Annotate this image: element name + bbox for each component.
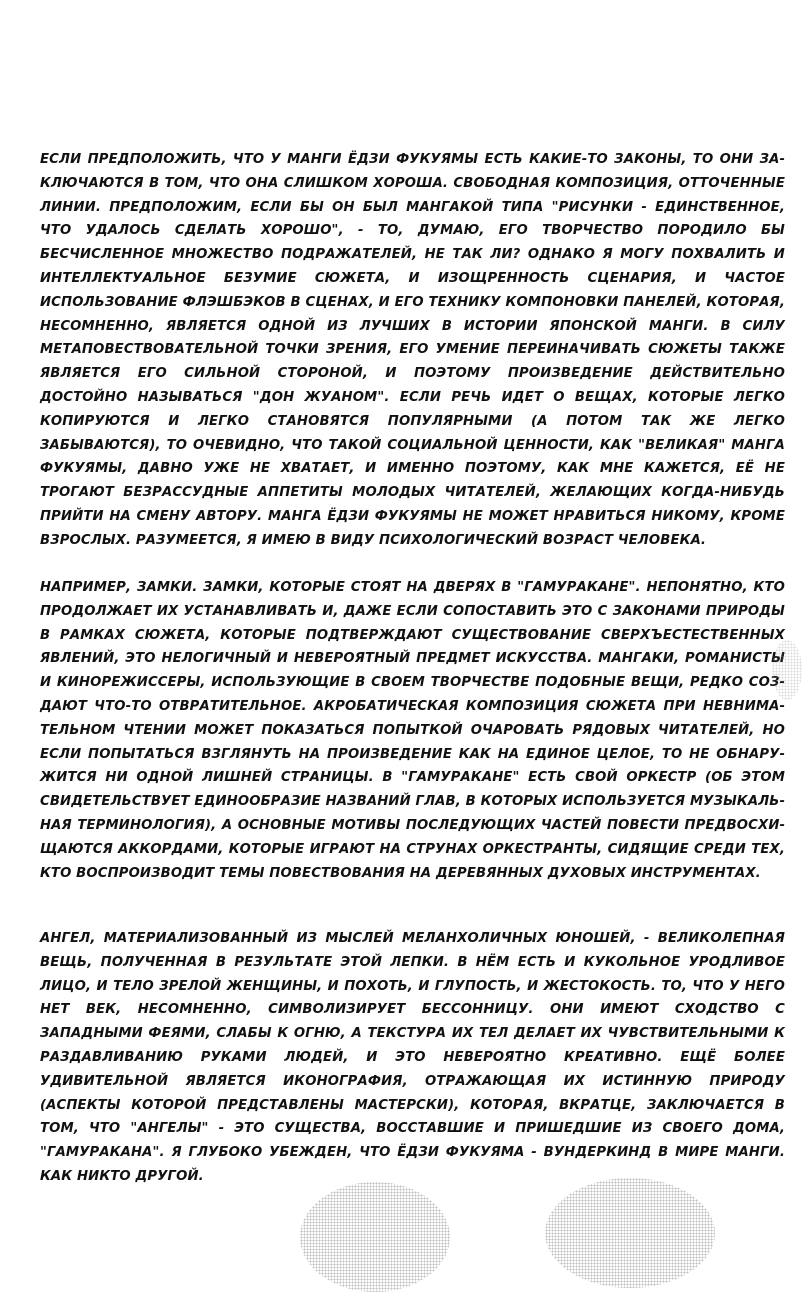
- paragraph-locks-example: НАПРИМЕР, ЗАМКИ. ЗАМКИ, КОТОРЫЕ СТОЯТ НА ДВЕРЯХ В "ГАМУРАКАНЕ". НЕПОНЯТНО, КТО ПРОДОЛЖАЕТ ИХ УСТАНАВЛИВАТЬ И, ДАЖЕ ЕСЛИ СОПОСТАВИТЬ ЭТО С ЗАКОНАМИ ПРИРОДЫ В РАМКАХ СЮЖЕТА, КОТОРЫЕ ПОДТВЕРЖДАЮТ СУЩЕСТВОВАНИЕ СВЕРХЪЕСТЕСТВЕННЫХ ЯВЛЕНИЙ, ЭТО НЕЛОГИЧНЫЙ И НЕВЕРОЯТНЫЙ ПРЕДМЕТ ИСКУССТВА. МАНГАКИ, РОМАНИСТЫ И КИНОРЕЖИССЕРЫ, ИСПОЛЬЗУЮЩИЕ В СВОЕМ ТВОРЧЕСТВЕ ПОДОБНЫЕ ВЕЩИ, РЕДКО СОЗДАЮТ ЧТО-ТО ОТВРАТИТЕЛЬНОЕ. АКРОБАТИЧЕСКАЯ КОМПОЗИЦИЯ СЮЖЕТА ПРИ НЕВНИМАТЕЛЬНОМ ЧТЕНИИ МОЖЕТ ПОКАЗАТЬСЯ ПОПЫТКОЙ ОЧАРОВАТЬ РЯДОВЫХ ЧИТАТЕЛЕЙ, НО ЕСЛИ ПОПЫТАТЬСЯ ВЗГЛЯНУТЬ НА ПРОИЗВЕДЕНИЕ КАК НА ЕДИНОЕ ЦЕЛОЕ, ТО НЕ ОБНАРУЖИТСЯ НИ ОДНОЙ ЛИШНЕЙ СТРАНИЦЫ. В "ГАМУРАКАНЕ" ЕСТЬ СВОЙ ОРКЕСТР (ОБ ЭТОМ СВИДЕТЕЛЬСТВУЕТ ЕДИНООБРАЗИЕ НАЗВАНИЙ ГЛАВ, В КОТОРЫХ ИСПОЛЬЗУЕТСЯ МУЗЫКАЛЬНАЯ ТЕРМИНОЛОГИЯ), А ОСНОВНЫЕ МОТИВЫ ПОСЛЕДУЮЩИХ ЧАСТЕЙ ПОВЕСТИ ПРЕДВОСХИЩАЮТСЯ АККОРДАМИ, КОТОРЫЕ ИГРАЮТ НА СТРУНАХ ОРКЕСТРАНТЫ, СИДЯЩИЕ СРЕДИ ТЕХ, КТО ВОСПРОИЗВОДИТ ТЕМЫ ПОВЕСТВОВАНИЯ НА ДЕРЕВЯННЫХ ДУХОВЫХ ИНСТРУМЕНТАХ.: [40, 580, 785, 881]
- halftone-texture-left: [300, 1182, 450, 1292]
- paragraph-laws-of-manga: ЕСЛИ ПРЕДПОЛОЖИТЬ, ЧТО У МАНГИ ЁДЗИ ФУКУЯМЫ ЕСТЬ КАКИЕ-ТО ЗАКОНЫ, ТО ОНИ ЗАКЛЮЧАЮТСЯ В ТОМ, ЧТО ОНА СЛИШКОМ ХОРОША. СВОБОДНАЯ КОМПОЗИЦИЯ, ОТТОЧЕННЫЕ ЛИНИИ. ПРЕДПОЛОЖИМ, ЕСЛИ БЫ ОН БЫЛ МАНГАКОЙ ТИПА "РИСУНКИ - ЕДИНСТВЕННОЕ, ЧТО УДАЛОСЬ СДЕЛАТЬ ХОРОШО", - ТО, ДУМАЮ, ЕГО ТВОРЧЕСТВО ПОРОДИЛО БЫ БЕСЧИСЛЕННОЕ МНОЖЕСТВО ПОДРАЖАТЕЛЕЙ, НЕ ТАК ЛИ? ОДНАКО Я МОГУ ПОХВАЛИТЬ И ИНТЕЛЛЕКТУАЛЬНОЕ БЕЗУМИЕ СЮЖЕТА, И ИЗОЩРЕННОСТЬ СЦЕНАРИЯ, И ЧАСТОЕ ИСПОЛЬЗОВАНИЕ ФЛЭШБЭКОВ В СЦЕНАХ, И ЕГО ТЕХНИКУ КОМПОНОВКИ ПАНЕЛЕЙ, КОТОРАЯ, НЕСОМНЕННО, ЯВЛЯЕТСЯ ОДНОЙ ИЗ ЛУЧШИХ В ИСТОРИИ ЯПОНСКОЙ МАНГИ. В СИЛУ МЕТАПОВЕСТВОВАТЕЛЬНОЙ ТОЧКИ ЗРЕНИЯ, ЕГО УМЕНИЕ ПЕРЕИНАЧИВАТЬ СЮЖЕТЫ ТАКЖЕ ЯВЛЯЕТСЯ ЕГО СИЛЬНОЙ СТОРОНОЙ, И ПОЭТОМУ ПРОИЗВЕДЕНИЕ ДЕЙСТВИТЕЛЬНО ДОСТОЙНО НАЗЫВАТЬСЯ "ДОН ЖУАНОМ". ЕСЛИ РЕЧЬ ИДЕТ О ВЕЩАХ, КОТОРЫЕ ЛЕГКО КОПИРУЮТСЯ И ЛЕГКО СТАНОВЯТСЯ ПОПУЛЯРНЫМИ (А ПОТОМ ТАК ЖЕ ЛЕГКО ЗАБЫВАЮТСЯ), ТО ОЧЕВИДНО, ЧТО ТАКОЙ СОЦИАЛЬНОЙ ЦЕННОСТИ, КАК "ВЕЛИКАЯ" МАНГА ФУКУЯМЫ, ДАВНО УЖЕ НЕ ХВАТАЕТ, И ИМЕННО ПОЭТОМУ, КАК МНЕ КАЖЕТСЯ, ЕЁ НЕ ТРОГАЮТ БЕЗРАССУДНЫЕ АППЕТИТЫ МОЛОДЫХ ЧИТАТЕЛЕЙ, ЖЕЛАЮЩИХ КОГДА-НИБУДЬ ПРИЙТИ НА СМЕНУ АВТОРУ. МАНГА ЁДЗИ ФУКУЯМЫ НЕ МОЖЕТ НРАВИТЬСЯ НИКОМУ, КРОМЕ ВЗРОСЛЫХ. РАЗУМЕЕТСЯ, Я ИМЕЮ В ВИДУ ПСИХОЛОГИЧЕСКИЙ ВОЗРАСТ ЧЕЛОВЕКА.: [40, 152, 785, 548]
- paragraph-angel: АНГЕЛ, МАТЕРИАЛИЗОВАННЫЙ ИЗ МЫСЛЕЙ МЕЛАНХОЛИЧНЫХ ЮНОШЕЙ, - ВЕЛИКОЛЕПНАЯ ВЕЩЬ, ПОЛУЧЕННАЯ В РЕЗУЛЬТАТЕ ЭТОЙ ЛЕПКИ. В НЁМ ЕСТЬ И КУКОЛЬНОЕ УРОДЛИВОЕ ЛИЦО, И ТЕЛО ЗРЕЛОЙ ЖЕНЩИНЫ, И ПОХОТЬ, И ГЛУПОСТЬ, И ЖЕСТОКОСТЬ. ТО, ЧТО У НЕГО НЕТ ВЕК, НЕСОМНЕННО, СИМВОЛИЗИРУЕТ БЕССОННИЦУ. ОНИ ИМЕЮТ СХОДСТВО С ЗАПАДНЫМИ ФЕЯМИ, СЛАБЫ К ОГНЮ, А ТЕКСТУРА ИХ ТЕЛ ДЕЛАЕТ ИХ ЧУВСТВИТЕЛЬНЫМИ К РАЗДАВЛИВАНИЮ РУКАМИ ЛЮДЕЙ, И ЭТО НЕВЕРОЯТНО КРЕАТИВНО. ЕЩЁ БОЛЕЕ УДИВИТЕЛЬНОЙ ЯВЛЯЕТСЯ ИКОНОГРАФИЯ, ОТРАЖАЮЩАЯ ИХ ИСТИННУЮ ПРИРОДУ (АСПЕКТЫ КОТОРОЙ ПРЕДСТАВЛЕНЫ МАСТЕРСКИ), КОТОРАЯ, ВКРАТЦЕ, ЗАКЛЮЧАЕТСЯ В ТОМ, ЧТО "АНГЕЛЫ" - ЭТО СУЩЕСТВА, ВОССТАВШИЕ И ПРИШЕДШИЕ ИЗ СВОЕГО ДОМА, "ГАМУРАКАНА". Я ГЛУБОКО УБЕЖДЕН, ЧТО ЁДЗИ ФУКУЯМА - ВУНДЕРКИНД В МИРЕ МАНГИ. КАК НИКТО ДРУГОЙ.: [40, 931, 785, 1184]
- halftone-texture-right: [545, 1178, 715, 1288]
- halftone-texture-edge: [772, 640, 802, 700]
